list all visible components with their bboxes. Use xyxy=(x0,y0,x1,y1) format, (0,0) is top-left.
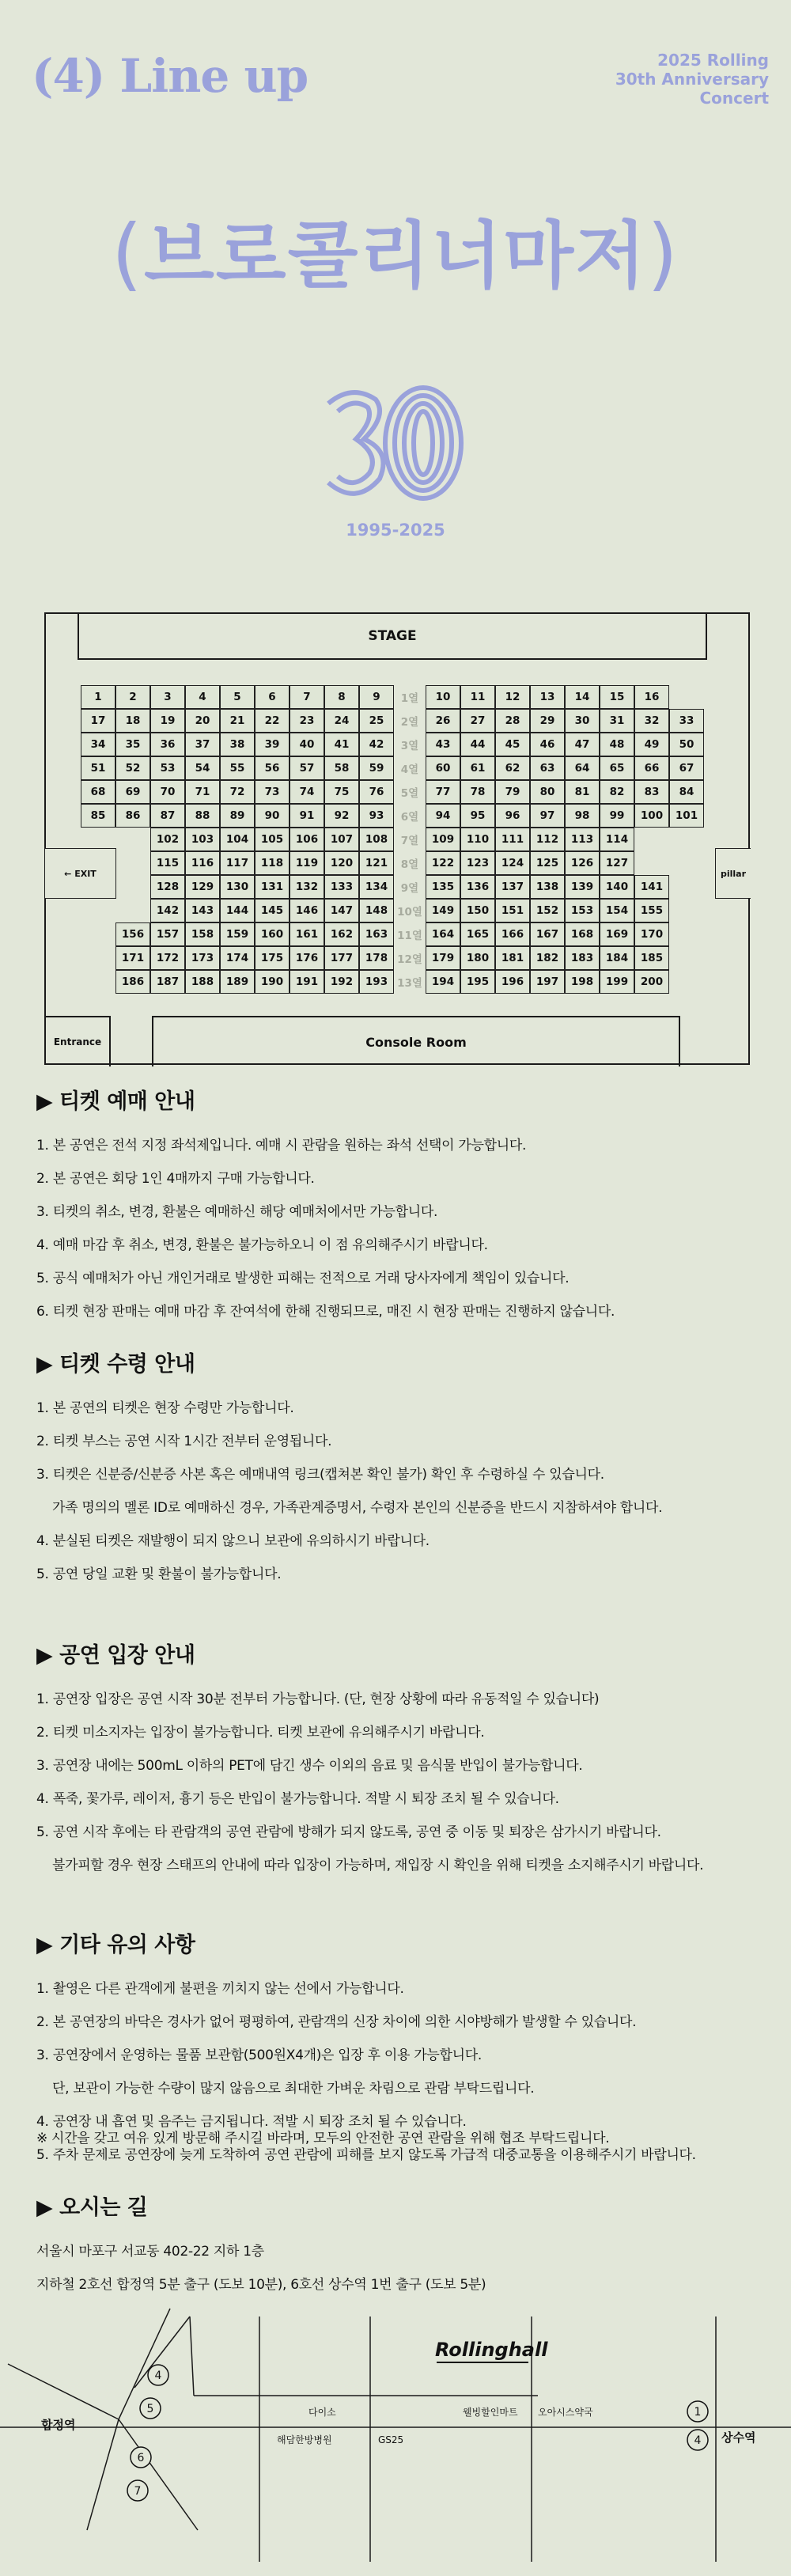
row-label: 2열 xyxy=(400,716,419,729)
seat: 17 xyxy=(81,709,115,733)
seat: 15 xyxy=(600,685,634,709)
subway-info: 지하철 2호선 합정역 5분 출구 (도보 10분), 6호선 상수역 1번 출구 (도보 5분) xyxy=(36,2277,486,2293)
seat: 187 xyxy=(150,970,185,994)
seat: 200 xyxy=(634,970,669,994)
pillar: pillar xyxy=(715,848,751,899)
seat: 177 xyxy=(324,946,359,970)
seat: 178 xyxy=(359,946,394,970)
seat: 64 xyxy=(565,756,600,780)
section-line: 2. 티켓 부스는 공연 시작 1시간 전부터 운영됩니다. xyxy=(36,1434,332,1449)
seat: 31 xyxy=(600,709,634,733)
seat: 138 xyxy=(530,875,565,899)
seat: 111 xyxy=(495,828,530,851)
seat: 69 xyxy=(115,780,150,804)
seat: 41 xyxy=(324,733,359,756)
seat: 113 xyxy=(565,828,600,851)
seat: 27 xyxy=(460,709,495,733)
seat: 120 xyxy=(324,851,359,875)
right-paren-mark: ) xyxy=(647,207,680,300)
seat: 149 xyxy=(426,899,460,922)
seat: 58 xyxy=(324,756,359,780)
seat: 67 xyxy=(669,756,704,780)
anniversary-label xyxy=(615,51,769,108)
seat: 189 xyxy=(220,970,255,994)
seat: 61 xyxy=(460,756,495,780)
seat: 146 xyxy=(290,899,324,922)
seat: 84 xyxy=(669,780,704,804)
location-map xyxy=(0,2301,791,2576)
seat: 166 xyxy=(495,922,530,946)
exit-markers xyxy=(127,2365,708,2501)
seat: 11 xyxy=(460,685,495,709)
section-heading: ▶ 기타 유의 사항 xyxy=(36,1933,195,1957)
seat: 45 xyxy=(495,733,530,756)
seat: 98 xyxy=(565,804,600,828)
seat: 48 xyxy=(600,733,634,756)
seat: 99 xyxy=(600,804,634,828)
seat: 121 xyxy=(359,851,394,875)
seat: 180 xyxy=(460,946,495,970)
section-heading: ▶ 공연 입장 안내 xyxy=(36,1643,195,1668)
seat: 124 xyxy=(495,851,530,875)
section-line: 2. 본 공연은 회당 1인 4매까지 구매 가능합니다. xyxy=(36,1171,315,1187)
seat: 65 xyxy=(600,756,634,780)
exit-number: 1 xyxy=(694,2406,702,2419)
seat-map xyxy=(44,612,750,1065)
info-section xyxy=(36,1638,764,1882)
section-line: 1. 공연장 입장은 공연 시작 30분 전부터 가능합니다. (단, 현장 상황에 따라 유동적일 수 있습니다) xyxy=(36,1691,600,1707)
seat: 163 xyxy=(359,922,394,946)
seat: 174 xyxy=(220,946,255,970)
show-title-text: 브로콜리너마저 xyxy=(143,214,648,298)
row-label: 6열 xyxy=(400,811,419,824)
seat: 186 xyxy=(115,970,150,994)
seat: 157 xyxy=(150,922,185,946)
section-line: 1. 본 공연의 티켓은 현장 수령만 가능합니다. xyxy=(36,1400,294,1416)
seat: 171 xyxy=(115,946,150,970)
seat: 40 xyxy=(290,733,324,756)
seat: 182 xyxy=(530,946,565,970)
section-line: 2. 본 공연장의 바닥은 경사가 없어 평평하여, 관람객의 신장 차이에 의한 시야방해가 발생할 수 있습니다. xyxy=(36,2014,637,2030)
seat: 125 xyxy=(530,851,565,875)
seat: 33 xyxy=(669,709,704,733)
seat: 2 xyxy=(115,685,150,709)
section-line: 4. 분실된 티켓은 재발행이 되지 않으니 보관에 유의하시기 바랍니다. xyxy=(36,1533,430,1549)
section-line: 4. 공연장 내 흡연 및 음주는 금지됩니다. 적발 시 퇴장 조치 될 수 있습니다. xyxy=(36,2114,467,2130)
seat: 85 xyxy=(81,804,115,828)
seat: 156 xyxy=(115,922,150,946)
exit-door: ← EXIT xyxy=(45,848,116,899)
seat: 143 xyxy=(185,899,220,922)
place-gs25: GS25 xyxy=(378,2434,404,2445)
place-mart: 웰빙할인마트 xyxy=(463,2407,518,2418)
seat: 106 xyxy=(290,828,324,851)
section-line: 1. 촬영은 다른 관객에게 불편을 끼치지 않는 선에서 가능합니다. xyxy=(36,1981,404,1997)
exit-number: 7 xyxy=(134,2485,142,2498)
seat: 172 xyxy=(150,946,185,970)
exit-number: 4 xyxy=(694,2434,702,2447)
seat: 137 xyxy=(495,875,530,899)
seat: 1 xyxy=(81,685,115,709)
seat: 184 xyxy=(600,946,634,970)
anniversary-line: Concert xyxy=(699,89,769,108)
seat: 109 xyxy=(426,828,460,851)
section-line: 3. 티켓은 신분증/신분증 사본 혹은 예매내역 링크(캡쳐본 확인 불가) 확인 후 수령하실 수 있습니다. xyxy=(36,1467,604,1483)
seat: 128 xyxy=(150,875,185,899)
seat: 193 xyxy=(359,970,394,994)
seat: 165 xyxy=(460,922,495,946)
seat: 32 xyxy=(634,709,669,733)
seat: 129 xyxy=(185,875,220,899)
seat: 167 xyxy=(530,922,565,946)
section-line: 3. 공연장에서 운영하는 물품 보관함(500원X4개)은 입장 후 이용 가능합니다. xyxy=(36,2048,482,2063)
seat: 159 xyxy=(220,922,255,946)
seat: 39 xyxy=(255,733,290,756)
seat: 76 xyxy=(359,780,394,804)
section-line: 2. 티켓 미소지자는 입장이 불가능합니다. 티켓 보관에 유의해주시기 바랍니다. xyxy=(36,1725,485,1741)
anniversary-line: 30th Anniversary xyxy=(615,70,769,89)
seat: 14 xyxy=(565,685,600,709)
seat: 70 xyxy=(150,780,185,804)
seat: 91 xyxy=(290,804,324,828)
seat: 82 xyxy=(600,780,634,804)
seat: 155 xyxy=(634,899,669,922)
seat: 199 xyxy=(600,970,634,994)
notice: ※ 시간을 갖고 여유 있게 방문해 주시길 바라며, 모두의 안전한 공연 관람을 위해 협조 부탁드립니다. xyxy=(36,2131,610,2146)
row-label: 3열 xyxy=(400,740,419,752)
seat: 16 xyxy=(634,685,669,709)
seat: 179 xyxy=(426,946,460,970)
section-line: 단, 보관이 가능한 수량이 많지 않음으로 최대한 가벼운 차림으로 관람 부탁드립니다. xyxy=(52,2081,535,2097)
seat: 154 xyxy=(600,899,634,922)
section-line: 5. 공연 시작 후에는 타 관람객의 공연 관람에 방해가 되지 않도록, 공연 중 이동 및 퇴장은 삼가시기 바랍니다. xyxy=(36,1824,661,1840)
exit-number: 5 xyxy=(146,2403,154,2415)
section-line: 6. 티켓 현장 판매는 예매 마감 후 잔여석에 한해 진행되므로, 매진 시 현장 판매는 진행하지 않습니다. xyxy=(36,1304,615,1320)
row-label: 9열 xyxy=(400,882,419,895)
seat: 114 xyxy=(600,828,634,851)
seat: 72 xyxy=(220,780,255,804)
seat: 74 xyxy=(290,780,324,804)
seat: 36 xyxy=(150,733,185,756)
seat: 162 xyxy=(324,922,359,946)
seat: 161 xyxy=(290,922,324,946)
seat: 135 xyxy=(426,875,460,899)
anniversary-30-logo xyxy=(320,380,471,506)
seat: 104 xyxy=(220,828,255,851)
place-hospital: 해담한방병원 xyxy=(277,2434,332,2445)
row-label: 13열 xyxy=(397,977,422,990)
seat: 71 xyxy=(185,780,220,804)
seat: 18 xyxy=(115,709,150,733)
seat: 87 xyxy=(150,804,185,828)
seat: 19 xyxy=(150,709,185,733)
seat: 57 xyxy=(290,756,324,780)
seat: 46 xyxy=(530,733,565,756)
seat: 170 xyxy=(634,922,669,946)
seat: 101 xyxy=(669,804,704,828)
seat: 73 xyxy=(255,780,290,804)
seat: 140 xyxy=(600,875,634,899)
seat: 35 xyxy=(115,733,150,756)
section-heading: ▶ 티켓 수령 안내 xyxy=(36,1352,195,1377)
section-heading: ▶ 티켓 예매 안내 xyxy=(36,1089,195,1114)
row-label: 1열 xyxy=(400,692,419,705)
seat: 94 xyxy=(426,804,460,828)
seat: 134 xyxy=(359,875,394,899)
section-line: 5. 주차 문제로 공연장에 늦게 도착하여 공연 관람에 피해를 보지 않도록 가급적 대중교통을 이용해주시기 바랍니다. xyxy=(36,2147,696,2163)
seat: 56 xyxy=(255,756,290,780)
seat: 13 xyxy=(530,685,565,709)
seat: 116 xyxy=(185,851,220,875)
seat: 136 xyxy=(460,875,495,899)
seat: 150 xyxy=(460,899,495,922)
section-line: 5. 공연 당일 교환 및 환불이 불가능합니다. xyxy=(36,1566,282,1582)
seat: 97 xyxy=(530,804,565,828)
seat: 9 xyxy=(359,685,394,709)
venue-label: Rollinghall xyxy=(435,2339,548,2361)
seat: 22 xyxy=(255,709,290,733)
section-line: 3. 티켓의 취소, 변경, 환불은 예매하신 해당 예매처에서만 가능합니다. xyxy=(36,1204,438,1220)
exit-number: 4 xyxy=(154,2370,162,2382)
seat: 3 xyxy=(150,685,185,709)
directions-title: ▶ 오시는 길 xyxy=(36,2195,148,2220)
seat: 176 xyxy=(290,946,324,970)
seat: 110 xyxy=(460,828,495,851)
seat: 131 xyxy=(255,875,290,899)
seat: 133 xyxy=(324,875,359,899)
seat: 8 xyxy=(324,685,359,709)
seat: 152 xyxy=(530,899,565,922)
seat: 21 xyxy=(220,709,255,733)
seat: 141 xyxy=(634,875,669,899)
seat: 147 xyxy=(324,899,359,922)
seat: 93 xyxy=(359,804,394,828)
seat: 158 xyxy=(185,922,220,946)
row-label: 11열 xyxy=(397,930,422,942)
station-right-label: 상수역 xyxy=(721,2430,756,2445)
show-title xyxy=(0,198,791,302)
section-line: 1. 본 공연은 전석 지정 좌석제입니다. 예매 시 관람을 원하는 좌석 선택이 가능합니다. xyxy=(36,1138,527,1154)
seat: 25 xyxy=(359,709,394,733)
seat: 92 xyxy=(324,804,359,828)
left-paren-mark: ( xyxy=(111,207,144,300)
seat: 197 xyxy=(530,970,565,994)
seat: 130 xyxy=(220,875,255,899)
seat: 127 xyxy=(600,851,634,875)
seat: 100 xyxy=(634,804,669,828)
seat: 119 xyxy=(290,851,324,875)
logo-number: 30 xyxy=(396,449,397,450)
seat: 5 xyxy=(220,685,255,709)
row-label: 7열 xyxy=(400,835,419,847)
seat: 169 xyxy=(600,922,634,946)
exit-number: 6 xyxy=(137,2452,145,2464)
seat: 88 xyxy=(185,804,220,828)
row-label: 12열 xyxy=(397,953,422,966)
seat: 20 xyxy=(185,709,220,733)
section-line: 4. 폭죽, 꽃가루, 레이저, 흉기 등은 반입이 불가능합니다. 적발 시 퇴장 조치 될 수 있습니다. xyxy=(36,1791,559,1807)
section-line: 4. 예매 마감 후 취소, 변경, 환불은 불가능하오니 이 점 유의해주시기 바랍니다. xyxy=(36,1237,488,1253)
seat: 151 xyxy=(495,899,530,922)
directions-section xyxy=(36,2190,764,2301)
seat: 117 xyxy=(220,851,255,875)
seat: 29 xyxy=(530,709,565,733)
seat: 145 xyxy=(255,899,290,922)
row-label: 5열 xyxy=(400,787,419,800)
seat: 105 xyxy=(255,828,290,851)
seat: 59 xyxy=(359,756,394,780)
seat: 86 xyxy=(115,804,150,828)
row-label: 10열 xyxy=(397,906,422,919)
seat: 6 xyxy=(255,685,290,709)
seat: 194 xyxy=(426,970,460,994)
seat: 54 xyxy=(185,756,220,780)
entrance: Entrance xyxy=(46,1016,111,1066)
seat: 188 xyxy=(185,970,220,994)
seat: 68 xyxy=(81,780,115,804)
seat: 55 xyxy=(220,756,255,780)
section-line: 불가피할 경우 현장 스태프의 안내에 따라 입장이 가능하며, 재입장 시 확인을 위해 티켓을 소지해주시기 바랍니다. xyxy=(52,1858,704,1873)
row-label: 4열 xyxy=(400,763,419,776)
info-section xyxy=(36,1347,764,1591)
info-section xyxy=(36,1084,764,1328)
seat: 66 xyxy=(634,756,669,780)
anniversary-line: 2025 Rolling xyxy=(657,51,769,70)
place-daiso: 다이소 xyxy=(308,2407,336,2418)
seat: 23 xyxy=(290,709,324,733)
seat: 142 xyxy=(150,899,185,922)
seat: 185 xyxy=(634,946,669,970)
seat: 181 xyxy=(495,946,530,970)
seat: 77 xyxy=(426,780,460,804)
seat: 95 xyxy=(460,804,495,828)
seat: 144 xyxy=(220,899,255,922)
seat: 198 xyxy=(565,970,600,994)
place-pharmacy: 오아시스약국 xyxy=(538,2407,593,2418)
seat: 123 xyxy=(460,851,495,875)
section-line: 5. 공식 예매처가 아닌 개인거래로 발생한 피해는 전적으로 거래 당사자에게 책임이 있습니다. xyxy=(36,1271,570,1286)
seat: 50 xyxy=(669,733,704,756)
row-label: 8열 xyxy=(400,858,419,871)
seat: 122 xyxy=(426,851,460,875)
seat: 173 xyxy=(185,946,220,970)
seat: 175 xyxy=(255,946,290,970)
console-room: Console Room xyxy=(152,1016,680,1066)
seat: 60 xyxy=(426,756,460,780)
stage: STAGE xyxy=(78,614,707,660)
section-title: (4) Line up xyxy=(32,49,308,103)
seat: 108 xyxy=(359,828,394,851)
seat: 38 xyxy=(220,733,255,756)
seat: 195 xyxy=(460,970,495,994)
seat: 10 xyxy=(426,685,460,709)
seat: 139 xyxy=(565,875,600,899)
seat: 30 xyxy=(565,709,600,733)
seat: 83 xyxy=(634,780,669,804)
seat: 12 xyxy=(495,685,530,709)
seat: 160 xyxy=(255,922,290,946)
seat: 183 xyxy=(565,946,600,970)
seat: 126 xyxy=(565,851,600,875)
seat: 79 xyxy=(495,780,530,804)
seat: 44 xyxy=(460,733,495,756)
seat: 34 xyxy=(81,733,115,756)
seat: 63 xyxy=(530,756,565,780)
seat: 81 xyxy=(565,780,600,804)
seat: 89 xyxy=(220,804,255,828)
seat: 164 xyxy=(426,922,460,946)
seat: 168 xyxy=(565,922,600,946)
seat: 26 xyxy=(426,709,460,733)
seat: 190 xyxy=(255,970,290,994)
anniversary-years: 1995-2025 xyxy=(346,521,445,540)
seat: 47 xyxy=(565,733,600,756)
seat: 196 xyxy=(495,970,530,994)
seat: 51 xyxy=(81,756,115,780)
seat: 78 xyxy=(460,780,495,804)
seat: 148 xyxy=(359,899,394,922)
seat: 153 xyxy=(565,899,600,922)
seat: 75 xyxy=(324,780,359,804)
seat: 4 xyxy=(185,685,220,709)
seat: 102 xyxy=(150,828,185,851)
seat: 90 xyxy=(255,804,290,828)
section-line: 가족 명의의 멜론 ID로 예매하신 경우, 가족관계증명서, 수령자 본인의 신분증을 반드시 지참하셔야 합니다. xyxy=(52,1500,663,1516)
seat: 80 xyxy=(530,780,565,804)
seat: 115 xyxy=(150,851,185,875)
seat: 7 xyxy=(290,685,324,709)
seat: 118 xyxy=(255,851,290,875)
seat: 24 xyxy=(324,709,359,733)
seat: 52 xyxy=(115,756,150,780)
seat: 107 xyxy=(324,828,359,851)
seat: 112 xyxy=(530,828,565,851)
seat: 37 xyxy=(185,733,220,756)
seat: 53 xyxy=(150,756,185,780)
seat: 103 xyxy=(185,828,220,851)
seat: 132 xyxy=(290,875,324,899)
address: 서울시 마포구 서교동 402-22 지하 1층 xyxy=(36,2244,264,2260)
seat: 49 xyxy=(634,733,669,756)
seat: 62 xyxy=(495,756,530,780)
seat: 28 xyxy=(495,709,530,733)
section-line: 3. 공연장 내에는 500mL 이하의 PET에 담긴 생수 이외의 음료 및 음식물 반입이 불가능합니다. xyxy=(36,1758,583,1774)
seat: 192 xyxy=(324,970,359,994)
station-left-label: 합정역 xyxy=(41,2418,76,2432)
seat: 191 xyxy=(290,970,324,994)
seat: 42 xyxy=(359,733,394,756)
seat: 96 xyxy=(495,804,530,828)
seat: 43 xyxy=(426,733,460,756)
